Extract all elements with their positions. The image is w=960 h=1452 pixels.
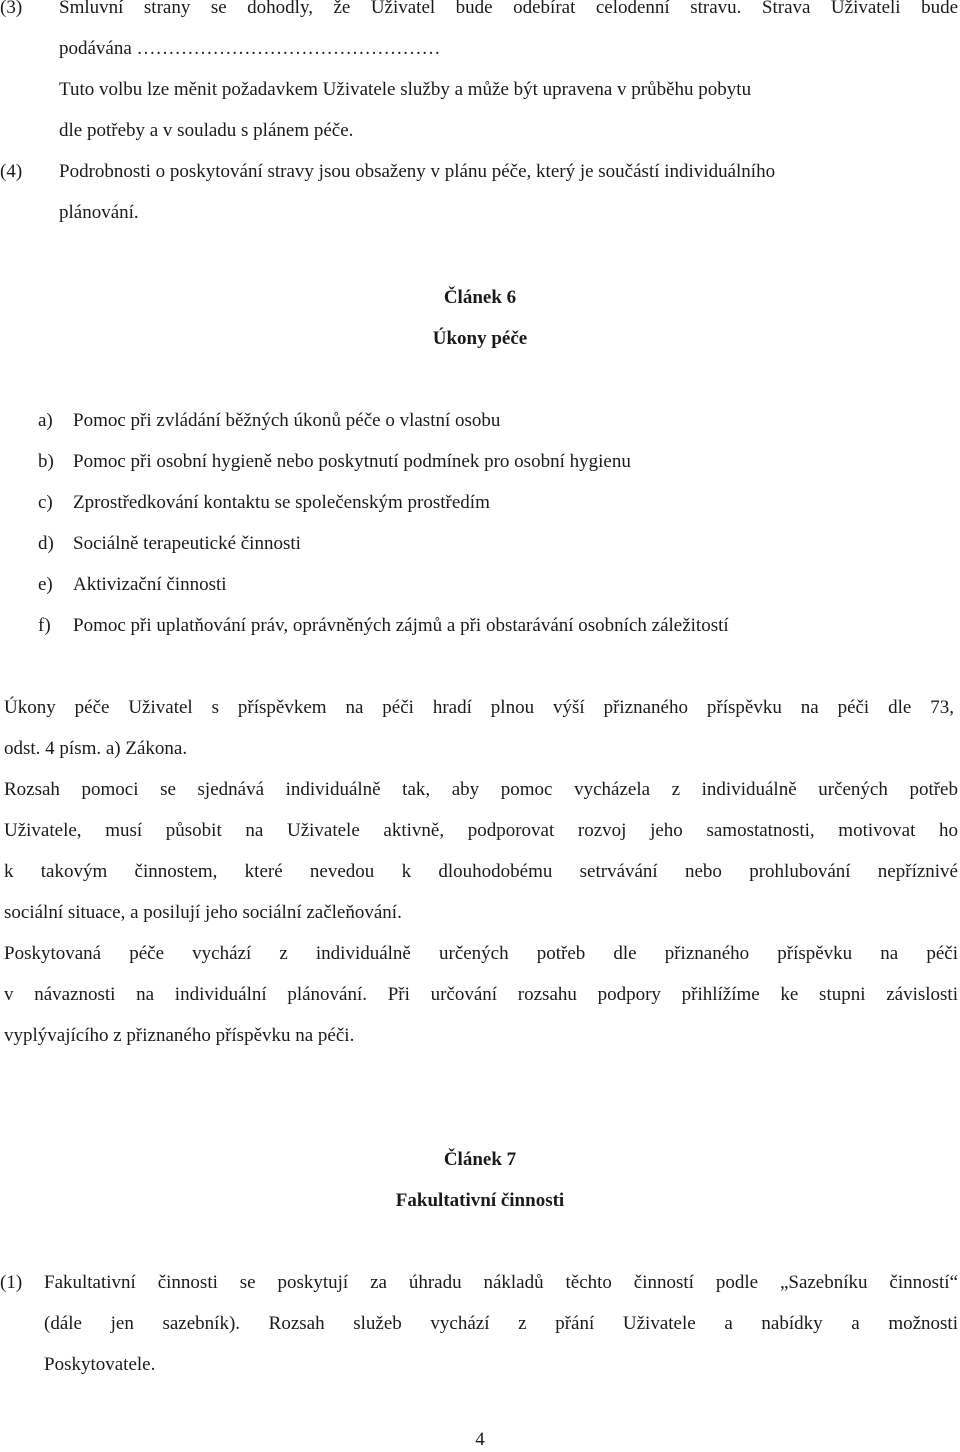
- fee-activities-line-3: Poskytovatele.: [44, 1354, 156, 1375]
- list-item: Sociálně terapeutické činnosti: [73, 533, 301, 554]
- list-item: Aktivizační činnosti: [73, 574, 227, 595]
- paragraph-4-line-2: plánování.: [59, 202, 139, 223]
- fee-paragraph-line-2: odst. 4 písm. a) Zákona.: [4, 738, 188, 759]
- paragraph-number-4: (4): [0, 161, 23, 182]
- article-6-heading: Článek 6: [443, 287, 517, 308]
- care-paragraph-line-3: vyplývajícího z přiznaného příspěvku na péči.: [4, 1025, 355, 1046]
- list-item: Pomoc při osobní hygieně nebo poskytnutí podmínek pro osobní hygienu: [73, 451, 631, 472]
- scope-paragraph-line-1: Rozsah pomoci se sjednává individuálně tak, aby pomoc vycházela z individuálně určených potřeb: [4, 779, 958, 800]
- paragraph-3-line-2: podávána …………………………………………: [59, 38, 441, 59]
- paragraph-3-line-4: dle potřeby a v souladu s plánem péče.: [59, 120, 354, 141]
- fee-paragraph-line-1: Úkony péče Uživatel s příspěvkem na péči hradí plnou výší přiznaného příspěvku na péči dle 73,: [4, 697, 954, 718]
- list-item-letter: b): [38, 451, 54, 472]
- list-item-letter: c): [38, 492, 53, 513]
- care-paragraph-line-2: v návaznosti na individuální plánování. Při určování rozsahu podpory přihlížíme ke stupni závislosti: [4, 984, 958, 1005]
- paragraph-number-3: (3): [0, 0, 23, 18]
- list-item-letter: e): [38, 574, 53, 595]
- scope-paragraph-line-3: k takovým činnostem, které nevedou k dlouhodobému setrvávání nebo prohlubování nepříznivé: [4, 861, 958, 882]
- list-item-letter: d): [38, 533, 54, 554]
- page-number: 4: [475, 1429, 485, 1450]
- article-7-title: Fakultativní činnosti: [395, 1190, 565, 1211]
- care-paragraph-line-1: Poskytovaná péče vychází z individuálně určených potřeb dle přiznaného příspěvku na péči: [4, 943, 958, 964]
- scope-paragraph-line-2: Uživatele, musí působit na Uživatele aktivně, podporovat rozvoj jeho samostatnosti, motivovat ho: [4, 820, 958, 841]
- paragraph-number-1: (1): [0, 1272, 23, 1293]
- article-7-heading: Článek 7: [443, 1149, 517, 1170]
- fee-activities-line-2: (dále jen sazebník). Rozsah služeb vychází z přání Uživatele a nabídky a možnosti: [44, 1313, 958, 1334]
- paragraph-3-line-3: Tuto volbu lze měnit požadavkem Uživatele služby a může být upravena v průběhu pobytu: [59, 79, 752, 100]
- scope-paragraph-line-4: sociální situace, a posilují jeho sociální začleňování.: [4, 902, 402, 923]
- list-item: Pomoc při zvládání běžných úkonů péče o vlastní osobu: [73, 410, 501, 431]
- list-item: Zprostředkování kontaktu se společenským prostředím: [73, 492, 490, 513]
- list-item-letter: a): [38, 410, 53, 431]
- paragraph-4-line-1: Podrobnosti o poskytování stravy jsou obsaženy v plánu péče, který je součástí individuálního: [59, 161, 776, 182]
- list-item: Pomoc při uplatňování práv, oprávněných zájmů a při obstarávání osobních záležitostí: [73, 615, 729, 636]
- list-item-letter: f): [38, 615, 51, 636]
- article-6-title: Úkony péče: [432, 328, 528, 349]
- fee-activities-line-1: Fakultativní činnosti se poskytují za úhradu nákladů těchto činností podle „Sazebníku činností“: [44, 1272, 958, 1293]
- paragraph-3-line-1: Smluvní strany se dohodly, že Uživatel bude odebírat celodenní stravu. Strava Uživateli bude: [59, 0, 958, 18]
